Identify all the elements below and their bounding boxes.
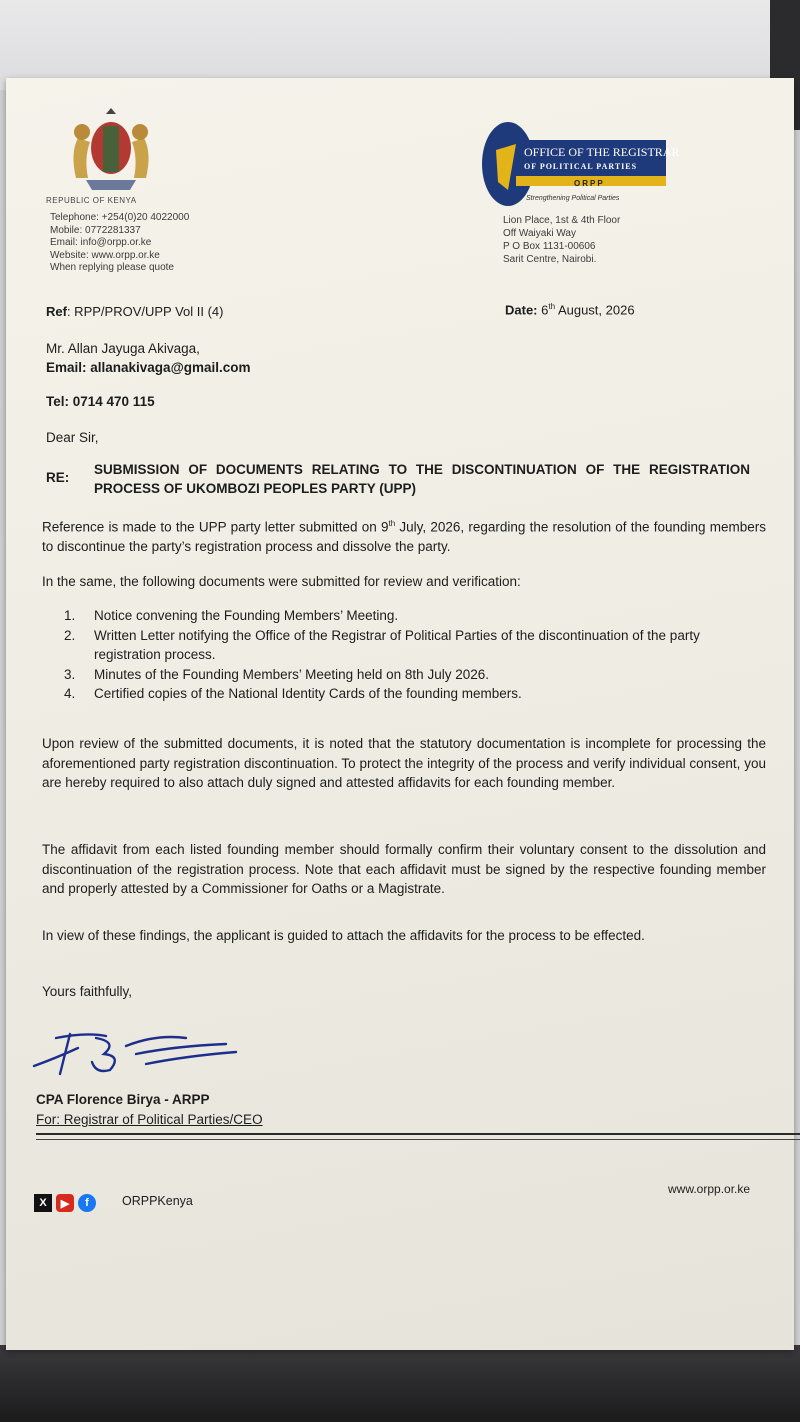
list-text: Written Letter notifying the Office of the Registrar of Political Parties of the discontinuation of the party registration process. xyxy=(94,627,700,662)
list-item xyxy=(64,684,764,704)
desk-background-bottom xyxy=(0,1345,800,1422)
re-label: RE: xyxy=(46,470,70,485)
list-text: Minutes of the Founding Members’ Meeting held on 8th July 2026. xyxy=(94,666,489,682)
date-day: 6 xyxy=(541,302,549,318)
contact-details xyxy=(50,212,189,275)
contact-quote-note: When replying please quote xyxy=(50,262,174,273)
list-item xyxy=(64,606,764,626)
list-number: 1. xyxy=(64,608,76,623)
office-address xyxy=(503,214,620,266)
date-line xyxy=(505,302,635,317)
address-line: Sarit Centre, Nairobi. xyxy=(503,254,597,265)
social-handle: ORPPKenya xyxy=(122,1194,193,1208)
subject-line: SUBMISSION OF DOCUMENTS RELATING TO THE DISCONTINUATION OF THE REGISTRATION PROCESS OF UKOMBOZI PEOPLES PARTY (UPP) xyxy=(94,462,750,496)
recipient-email: Email: allanakivaga@gmail.com xyxy=(46,360,251,375)
paragraph-affidavit: The affidavit from each listed founding member should formally confirm their voluntary consent to the dissolution and discontinuation of the registration process. Note that each affidavit must be signed by the respective founding member and properly attested by a Commissioner for Oaths or a Magistrate. xyxy=(42,842,766,896)
youtube-icon[interactable]: ▶ xyxy=(56,1194,74,1212)
coat-of-arms-icon xyxy=(56,108,166,196)
footer-divider xyxy=(36,1133,800,1135)
logo-abbreviation: ORPP xyxy=(574,179,605,188)
para1-part-b: July, 2026, regarding the resolution of the founding members to discontinue the party’s registration process and dissolve the party. xyxy=(42,519,766,554)
list-item xyxy=(64,665,764,685)
footer-divider-thin xyxy=(36,1139,800,1140)
signer-name: CPA Florence Birya - ARPP xyxy=(36,1092,210,1107)
contact-mobile: Mobile: 0772281337 xyxy=(50,224,141,236)
contact-email: Email: info@orpp.or.ke xyxy=(50,237,152,248)
logo-tagline: Strengthening Political Parties xyxy=(526,195,620,202)
para1-part-a: Reference is made to the UPP party letter submitted on 9 xyxy=(42,519,389,535)
signature-icon xyxy=(26,1018,256,1078)
contact-telephone: Telephone: +254(0)20 4022000 xyxy=(50,212,190,223)
letter-page xyxy=(6,78,794,1350)
address-line: P O Box 1131-00606 xyxy=(503,241,596,252)
list-number: 2. xyxy=(64,627,76,643)
address-line: Off Waiyaki Way xyxy=(503,228,576,239)
contact-website: Website: www.orpp.or.ke xyxy=(50,249,160,261)
list-number: 4. xyxy=(64,686,76,701)
paragraph-reference xyxy=(42,514,766,557)
social-icons xyxy=(34,1194,96,1212)
footer-website[interactable]: www.orpp.or.ke xyxy=(668,1182,751,1196)
recipient-name: Mr. Allan Jayuga Akivaga, xyxy=(46,341,200,356)
ref-value: : RPP/PROV/UPP Vol II (4) xyxy=(66,304,224,319)
paragraph-documents-intro: In the same, the following documents were submitted for review and verification: xyxy=(42,574,521,589)
recipient-telephone: Tel: 0714 470 115 xyxy=(46,394,155,409)
date-suffix: th xyxy=(548,302,556,311)
facebook-icon[interactable]: f xyxy=(78,1194,96,1212)
reference-line xyxy=(46,304,224,319)
arms-caption: REPUBLIC OF KENYA xyxy=(46,196,137,205)
address-line: Lion Place, 1st & 4th Floor xyxy=(503,215,621,226)
paragraph-review: Upon review of the submitted documents, it is noted that the statutory documentation is incomplete for processing the aforementioned party registration discontinuation. To protect the integrity of the process and verify individual consent, you are hereby required to also attach duly signed and attested affidavits for each founding member. xyxy=(42,736,766,790)
list-number: 3. xyxy=(64,666,76,682)
date-label: Date: xyxy=(505,302,538,318)
ref-label: Ref xyxy=(46,304,67,319)
list-text: Notice convening the Founding Members’ Meeting. xyxy=(94,608,399,623)
list-text: Certified copies of the National Identity Cards of the founding members. xyxy=(94,686,522,701)
date-rest: August, 2026 xyxy=(555,302,635,318)
logo-subtitle: OF POLITICAL PARTIES xyxy=(524,162,638,171)
logo-title: OFFICE OF THE REGISTRAR xyxy=(524,145,680,159)
paragraph-guidance: In view of these findings, the applicant is guided to attach the affidavits for the process to be effected. xyxy=(42,928,645,943)
para1-superscript: th xyxy=(388,519,396,528)
recipient-block xyxy=(46,339,251,377)
closing: Yours faithfully, xyxy=(42,984,133,999)
list-item xyxy=(64,626,764,665)
desk-background-top xyxy=(0,0,800,90)
salutation: Dear Sir, xyxy=(46,430,99,445)
signer-role: For: Registrar of Political Parties/CEO xyxy=(36,1112,263,1127)
documents-list xyxy=(64,606,764,704)
x-icon[interactable]: X xyxy=(34,1194,52,1212)
